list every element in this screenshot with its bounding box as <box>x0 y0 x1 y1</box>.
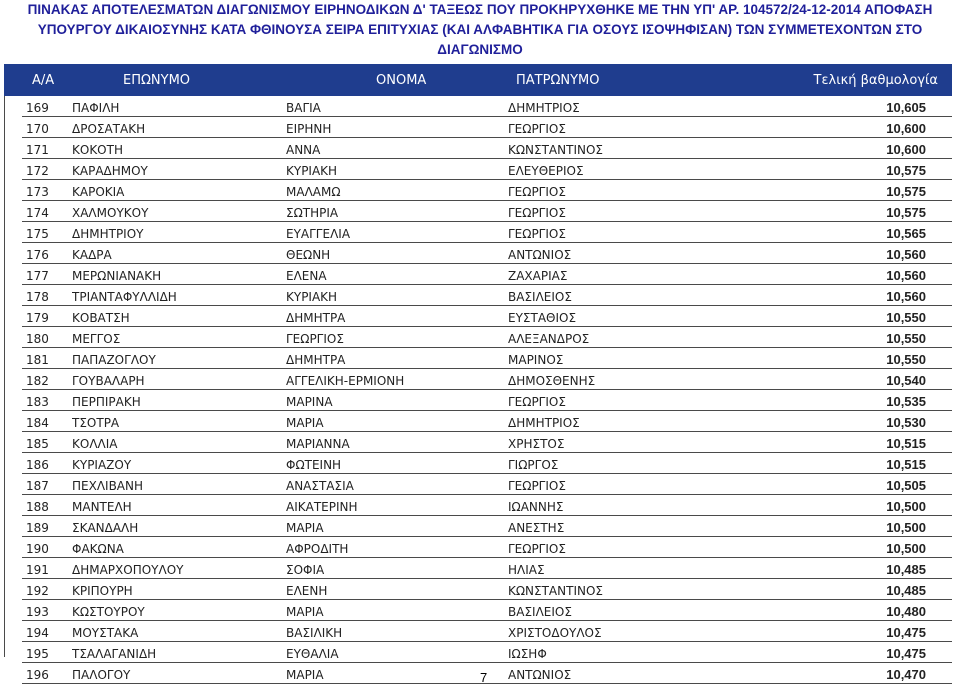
header-final-grade: Τελική βαθμολογία <box>813 72 938 88</box>
fathers-name-cell: ΓΕΩΡΓΙΟΣ <box>508 222 726 243</box>
surname-cell: ΠΑΠΑΖΟΓΛΟΥ <box>72 348 286 369</box>
fathers-name-cell: ΒΑΣΙΛΕΙΟΣ <box>508 285 726 306</box>
fathers-name-cell: ΧΡΙΣΤΟΔΟΥΛΟΣ <box>508 621 726 642</box>
grade-cell: 10,560 <box>726 243 952 264</box>
grade-cell: 10,550 <box>726 327 952 348</box>
row-number: 192 <box>22 579 72 600</box>
table-row <box>22 579 952 600</box>
name-cell: ΜΑΛΑΜΩ <box>286 180 508 201</box>
page-number: 7 <box>480 670 488 685</box>
row-number: 191 <box>22 558 72 579</box>
title-line-1: ΠΙΝΑΚΑΣ ΑΠΟΤΕΛΕΣΜΑΤΩΝ ΔΙΑΓΩΝΙΣΜΟΥ ΕΙΡΗΝΟΔΙΚΩΝ Δ' ΤΑΞΕΩΣ ΠΟΥ ΠΡΟΚΗΡΥΧΘΗΚΕ ΜΕ ΤΗΝ ΥΠ' ΑΡ. 104572/24-12-2014 ΑΠΟΦΑΣΗ <box>27 2 933 17</box>
surname-cell: ΤΣΟΤΡΑ <box>72 411 286 432</box>
row-number: 181 <box>22 348 72 369</box>
surname-cell: ΔΗΜΑΡΧΟΠΟΥΛΟΥ <box>72 558 286 579</box>
surname-cell: ΜΕΡΩΝΙΑΝΑΚΗ <box>72 264 286 285</box>
row-number: 186 <box>22 453 72 474</box>
row-number: 188 <box>22 495 72 516</box>
surname-cell: ΚΑΡΟΚΙΑ <box>72 180 286 201</box>
name-cell: ΑΦΡΟΔΙΤΗ <box>286 537 508 558</box>
fathers-name-cell: ΔΗΜΗΤΡΙΟΣ <box>508 411 726 432</box>
grade-cell: 10,605 <box>726 96 952 117</box>
name-cell: ΣΩΤΗΡΙΑ <box>286 201 508 222</box>
table-row <box>22 159 952 180</box>
row-number: 179 <box>22 306 72 327</box>
surname-cell: ΔΡΟΣΑΤΑΚΗ <box>72 117 286 138</box>
surname-cell: ΚΡΙΠΟΥΡΗ <box>72 579 286 600</box>
surname-cell: ΠΕΡΠΙΡΑΚΗ <box>72 390 286 411</box>
name-cell: ΜΑΡΙΑ <box>286 663 508 684</box>
grade-cell: 10,480 <box>726 600 952 621</box>
row-number: 173 <box>22 180 72 201</box>
table-row <box>22 516 952 537</box>
surname-cell: ΜΑΝΤΕΛΗ <box>72 495 286 516</box>
table-row <box>22 537 952 558</box>
grade-cell: 10,515 <box>726 453 952 474</box>
results-table-body <box>22 96 952 684</box>
table-row <box>22 243 952 264</box>
fathers-name-cell: ΒΑΣΙΛΕΙΟΣ <box>508 600 726 621</box>
fathers-name-cell: ΕΛΕΥΘΕΡΙΟΣ <box>508 159 726 180</box>
grade-cell: 10,550 <box>726 306 952 327</box>
name-cell: ΔΗΜΗΤΡΑ <box>286 306 508 327</box>
surname-cell: ΔΗΜΗΤΡΙΟΥ <box>72 222 286 243</box>
header-surname: ΕΠΩΝΥΜΟ <box>123 72 191 88</box>
surname-cell: ΤΡΙΑΝΤΑΦΥΛΛΙΔΗ <box>72 285 286 306</box>
table-left-border <box>4 96 5 657</box>
grade-cell: 10,530 <box>726 411 952 432</box>
surname-cell: ΚΟΒΑΤΣΗ <box>72 306 286 327</box>
row-number: 170 <box>22 117 72 138</box>
row-number: 180 <box>22 327 72 348</box>
fathers-name-cell: ΧΡΗΣΤΟΣ <box>508 432 726 453</box>
row-number: 193 <box>22 600 72 621</box>
surname-cell: ΚΟΛΛΙΑ <box>72 432 286 453</box>
surname-cell: ΚΟΚΟΤΗ <box>72 138 286 159</box>
grade-cell: 10,485 <box>726 579 952 600</box>
name-cell: ΜΑΡΙΑ <box>286 411 508 432</box>
row-number: 176 <box>22 243 72 264</box>
name-cell: ΜΑΡΙΝΑ <box>286 390 508 411</box>
grade-cell: 10,500 <box>726 516 952 537</box>
grade-cell: 10,515 <box>726 432 952 453</box>
header-name: ΟΝΟΜΑ <box>376 72 427 88</box>
surname-cell: ΠΕΧΛΙΒΑΝΗ <box>72 474 286 495</box>
surname-cell: ΠΑΛΟΓΟΥ <box>72 663 286 684</box>
surname-cell: ΠΑΦΙΛΗ <box>72 96 286 117</box>
fathers-name-cell: ΑΝΕΣΤΗΣ <box>508 516 726 537</box>
grade-cell: 10,575 <box>726 159 952 180</box>
title-line-3: ΔΙΑΓΩΝΙΣΜΟ <box>437 42 523 57</box>
table-row <box>22 369 952 390</box>
fathers-name-cell: ΙΩΣΗΦ <box>508 642 726 663</box>
fathers-name-cell: ΓΕΩΡΓΙΟΣ <box>508 390 726 411</box>
surname-cell: ΧΑΛΜΟΥΚΟΥ <box>72 201 286 222</box>
table-row <box>22 306 952 327</box>
row-number: 172 <box>22 159 72 180</box>
table-row <box>22 138 952 159</box>
fathers-name-cell: ΖΑΧΑΡΙΑΣ <box>508 264 726 285</box>
fathers-name-cell: ΗΛΙΑΣ <box>508 558 726 579</box>
row-number: 185 <box>22 432 72 453</box>
fathers-name-cell: ΓΕΩΡΓΙΟΣ <box>508 474 726 495</box>
name-cell: ΓΕΩΡΓΙΟΣ <box>286 327 508 348</box>
grade-cell: 10,505 <box>726 474 952 495</box>
fathers-name-cell: ΔΗΜΗΤΡΙΟΣ <box>508 96 726 117</box>
grade-cell: 10,565 <box>726 222 952 243</box>
grade-cell: 10,550 <box>726 348 952 369</box>
row-number: 190 <box>22 537 72 558</box>
row-number: 178 <box>22 285 72 306</box>
name-cell: ΦΩΤΕΙΝΗ <box>286 453 508 474</box>
row-number: 195 <box>22 642 72 663</box>
surname-cell: ΓΟΥΒΑΛΑΡΗ <box>72 369 286 390</box>
name-cell: ΕΛΕΝΗ <box>286 579 508 600</box>
header-aa: Α/Α <box>32 72 55 88</box>
row-number: 169 <box>22 96 72 117</box>
name-cell: ΔΗΜΗΤΡΑ <box>286 348 508 369</box>
grade-cell: 10,485 <box>726 558 952 579</box>
row-number: 174 <box>22 201 72 222</box>
table-row <box>22 180 952 201</box>
name-cell: ΑΓΓΕΛΙΚΗ-ΕΡΜΙΟΝΗ <box>286 369 508 390</box>
table-row <box>22 390 952 411</box>
table-row <box>22 348 952 369</box>
table-row <box>22 474 952 495</box>
surname-cell: ΦΑΚΩΝΑ <box>72 537 286 558</box>
name-cell: ΑΝΑΣΤΑΣΙΑ <box>286 474 508 495</box>
name-cell: ΒΑΓΙΑ <box>286 96 508 117</box>
fathers-name-cell: ΓΕΩΡΓΙΟΣ <box>508 201 726 222</box>
grade-cell: 10,560 <box>726 264 952 285</box>
name-cell: ΕΙΡΗΝΗ <box>286 117 508 138</box>
grade-cell: 10,500 <box>726 537 952 558</box>
table-row <box>22 327 952 348</box>
table-row <box>22 117 952 138</box>
row-number: 184 <box>22 411 72 432</box>
row-number: 171 <box>22 138 72 159</box>
grade-cell: 10,540 <box>726 369 952 390</box>
table-row <box>22 453 952 474</box>
title-line-2: ΥΠΟΥΡΓΟΥ ΔΙΚΑΙΟΣΥΝΗΣ ΚΑΤΑ ΦΘΙΝΟΥΣΑ ΣΕΙΡΑ ΕΠΙΤΥΧΙΑΣ (ΚΑΙ ΑΛΦΑΒΗΤΙΚΑ ΓΙΑ ΟΣΟΥΣ ΙΣΟΨΗΦΙΣΑΝ) ΤΩΝ ΣΥΜΜΕΤΕΧΟΝΤΩΝ ΣΤΟ <box>37 22 923 37</box>
fathers-name-cell: ΑΝΤΩΝΙΟΣ <box>508 243 726 264</box>
table-row <box>22 558 952 579</box>
surname-cell: ΜΟΥΣΤΑΚΑ <box>72 621 286 642</box>
fathers-name-cell: ΔΗΜΟΣΘΕΝΗΣ <box>508 369 726 390</box>
row-number: 183 <box>22 390 72 411</box>
surname-cell: ΣΚΑΝΔΑΛΗ <box>72 516 286 537</box>
name-cell: ΜΑΡΙΑ <box>286 516 508 537</box>
fathers-name-cell: ΑΝΤΩΝΙΟΣ <box>508 663 726 684</box>
header-fathers-name: ΠΑΤΡΩΝΥΜΟ <box>516 72 600 88</box>
surname-cell: ΚΥΡΙΑΖΟΥ <box>72 453 286 474</box>
name-cell: ΘΕΩΝΗ <box>286 243 508 264</box>
fathers-name-cell: ΓΕΩΡΓΙΟΣ <box>508 180 726 201</box>
name-cell: ΚΥΡΙΑΚΗ <box>286 285 508 306</box>
surname-cell: ΚΩΣΤΟΥΡΟΥ <box>72 600 286 621</box>
table-row <box>22 264 952 285</box>
table-row <box>22 285 952 306</box>
name-cell: ΕΥΑΓΓΕΛΙΑ <box>286 222 508 243</box>
name-cell: ΑΝΝΑ <box>286 138 508 159</box>
table-row <box>22 201 952 222</box>
row-number: 187 <box>22 474 72 495</box>
grade-cell: 10,560 <box>726 285 952 306</box>
name-cell: ΣΟΦΙΑ <box>286 558 508 579</box>
table-row <box>22 600 952 621</box>
row-number: 196 <box>22 663 72 684</box>
grade-cell: 10,600 <box>726 117 952 138</box>
grade-cell: 10,475 <box>726 621 952 642</box>
name-cell: ΜΑΡΙΑΝΝΑ <box>286 432 508 453</box>
fathers-name-cell: ΓΕΩΡΓΙΟΣ <box>508 537 726 558</box>
table-row <box>22 432 952 453</box>
surname-cell: ΚΑΡΑΔΗΜΟΥ <box>72 159 286 180</box>
row-number: 189 <box>22 516 72 537</box>
row-number: 177 <box>22 264 72 285</box>
surname-cell: ΤΣΑΛΑΓΑΝΙΔΗ <box>72 642 286 663</box>
table-row <box>22 411 952 432</box>
fathers-name-cell: ΓΕΩΡΓΙΟΣ <box>508 117 726 138</box>
grade-cell: 10,575 <box>726 180 952 201</box>
surname-cell: ΚΑΔΡΑ <box>72 243 286 264</box>
row-number: 175 <box>22 222 72 243</box>
table-row <box>22 621 952 642</box>
name-cell: ΕΛΕΝΑ <box>286 264 508 285</box>
fathers-name-cell: ΕΥΣΤΑΘΙΟΣ <box>508 306 726 327</box>
fathers-name-cell: ΑΛΕΞΑΝΔΡΟΣ <box>508 327 726 348</box>
grade-cell: 10,600 <box>726 138 952 159</box>
grade-cell: 10,500 <box>726 495 952 516</box>
fathers-name-cell: ΙΩΑΝΝΗΣ <box>508 495 726 516</box>
surname-cell: ΜΕΓΓΟΣ <box>72 327 286 348</box>
table-header <box>4 64 952 96</box>
table-row <box>22 642 952 663</box>
name-cell: ΜΑΡΙΑ <box>286 600 508 621</box>
table-row <box>22 96 952 117</box>
fathers-name-cell: ΜΑΡΙΝΟΣ <box>508 348 726 369</box>
table-row <box>22 222 952 243</box>
grade-cell: 10,535 <box>726 390 952 411</box>
document-title <box>0 0 960 60</box>
name-cell: ΑΙΚΑΤΕΡΙΝΗ <box>286 495 508 516</box>
row-number: 194 <box>22 621 72 642</box>
grade-cell: 10,475 <box>726 642 952 663</box>
name-cell: ΒΑΣΙΛΙΚΗ <box>286 621 508 642</box>
fathers-name-cell: ΚΩΝΣΤΑΝΤΙΝΟΣ <box>508 138 726 159</box>
fathers-name-cell: ΓΙΩΡΓΟΣ <box>508 453 726 474</box>
name-cell: ΕΥΘΑΛΙΑ <box>286 642 508 663</box>
grade-cell: 10,470 <box>726 663 952 684</box>
row-number: 182 <box>22 369 72 390</box>
results-table <box>22 96 952 684</box>
grade-cell: 10,575 <box>726 201 952 222</box>
fathers-name-cell: ΚΩΝΣΤΑΝΤΙΝΟΣ <box>508 579 726 600</box>
table-row <box>22 495 952 516</box>
name-cell: ΚΥΡΙΑΚΗ <box>286 159 508 180</box>
